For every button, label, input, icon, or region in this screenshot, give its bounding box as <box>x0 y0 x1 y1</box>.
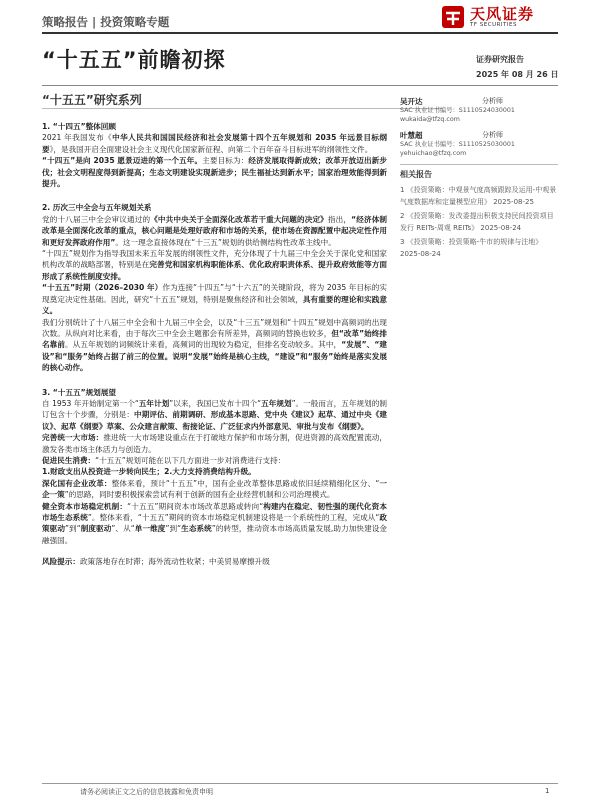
series-divider <box>42 85 558 86</box>
analyst-email[interactable]: wukaida@tfzq.com <box>400 115 460 123</box>
related-report-item[interactable]: 3 《投资策略：投资策略-牛市的规律与注地》 2025-08-24 <box>400 238 543 258</box>
related-report-item[interactable]: 2 《投资策略：发改委提出积极支持民间投资项目发行 REITs-周观 REITs》 2025-08-24 <box>400 212 554 232</box>
analyst-role: 分析师 <box>482 97 503 105</box>
tf-logo-icon <box>440 4 466 30</box>
section-2-paragraph-3: “十五五”时期（2026–2030 年）作为连接“十四五”与“十六五”的关键阶段，将为 2035 年目标的实现奠定决定性基础。因此，研究“十五五”规划，特别是聚焦经济和社会领域，具有重要的理论和实践意义。 <box>42 283 388 316</box>
section-2-paragraph-4: 我们分别统计了十八届三中全会和十九届三中全会，以及“十三五”规划和“十四五”规划中高频词的出现次数。从纵向对比来看，由于每次三中全会主题都会有所差异，高频词的替换也较多，但“改革”始终排名靠前。从五年规划的词频统计来看，高频词的出现较为稳定，但排名变动较多。其中，“发展”、“建设”和“服务”始终占据了前三的位置。说明“发展”始终是核心主线，“建设”和“服务”始终是落实发展的核心动作。 <box>42 317 387 373</box>
related-report-item[interactable]: 1 《投资策略：中观景气度高频跟踪及运用-中观景气度数据库和定量模型应用》 2025-08-25 <box>400 186 557 206</box>
analyst-block-2 <box>400 130 558 158</box>
report-type: 证券研究报告 <box>476 55 524 64</box>
sidebar-divider <box>400 164 558 165</box>
brand-logo <box>440 4 534 30</box>
report-category: 策略报告 | 投资策略专题 <box>42 15 170 29</box>
section-1-heading: 1. “十四五”整体回顾 <box>42 122 116 131</box>
analyst-name: 吴开达 <box>400 97 423 106</box>
report-date: 2025 年 08 月 26 日 <box>476 70 559 79</box>
analyst-email[interactable]: yehuichao@tfzq.com <box>400 149 467 157</box>
section-1-paragraph-1: 2021 年我国发布《中华人民共和国国民经济和社会发展第十四个五年规划和 2035 年远景目标纲要》，是我国开启全面建设社会主义现代化国家新征程、向第二个百年奋斗目标进军的纲领性文件。 <box>42 133 387 154</box>
page-title: “十五五”前瞻初探 <box>42 48 226 72</box>
main-content <box>42 118 387 568</box>
section-3-paragraph-1: 自 1953 年开始制定第一个“五年计划”以来，我国已发布十四个“五年规划”。一般而言，五年规划的制订包含十个步骤，分别是：中期评估、前期调研、形成基本思路、党中央《建议》起草、通过中央《建议》、起草《纲要》草案、公众建言献策、衔接论证、广泛征求内外部意见、审批与发布《纲要》。 <box>42 398 388 431</box>
analyst-role: 分析师 <box>482 131 503 139</box>
series-underline <box>42 108 442 109</box>
section-2-heading: 2. 历次三中全会与五年规划关系 <box>42 203 152 213</box>
logo-text-en: TF SECURITIES <box>470 22 517 28</box>
analyst-name: 叶慧超 <box>400 131 423 140</box>
page-number: 1 <box>545 787 550 795</box>
analyst-block-1 <box>400 96 558 124</box>
risk-warning: 风险提示：政策落地存在时滞；海外流动性收紧；中美贸易摩擦升级 <box>42 557 270 567</box>
section-3-paragraph-2: 完善统一大市场：推进统一大市场建设重点在于打破地方保护和市场分割，促进资源的高效配置流动，激发各类市场主体活力与创造力。 <box>42 433 388 454</box>
section-2-paragraph-2: “十四五”规划作为指导我国未来五年发展的纲领性文件，充分体现了十九届三中全会关于深化党和国家机构改革的战略部署，特别是在完善党和国家机构职能体系、优化政府职责体系、提升政府效能等方面形成了系统性制度安排。 <box>42 249 387 281</box>
analyst-license: SAC 执业证书编号：S1110525030001 <box>400 141 515 148</box>
sidebar <box>400 96 558 262</box>
section-3-paragraph-3: 促进民生消费：“十五五”规划可能在以下几方面进一步对消费进行支持： 1.财政支出从投资进一步转向民生；2.大力支持消费结构升级。 <box>42 455 286 477</box>
related-reports-title: 相关报告 <box>400 170 432 179</box>
section-3-paragraph-5: 健全资本市场稳定机制：“十五五”期间资本市场改革思路或转向“构建内在稳定、韧性强的现代化资本市场生态系统”。整体来看，“十五五”期间的资本市场稳定机制建设将是一个系统性的工程，完成从“政策驱动”到“制度驱动”、从“单一维度”到“生态系统”的转型，推动资本市场高质量发展,助力加快建设金融强国。 <box>42 501 388 545</box>
analyst-license: SAC 执业证书编号：S1110524030001 <box>400 107 515 114</box>
series-title: “十五五”研究系列 <box>42 93 142 107</box>
footer-disclaimer: 请务必阅读正文之后的信息披露和免责申明 <box>80 788 213 796</box>
section-2-paragraph-1: 党的十八届三中全会审议通过的《中共中央关于全面深化改革若干重大问题的决定》指出，“经济体制改革是全面深化改革的重点，核心问题是处理好政府和市场的关系，使市场在资源配置中起决定性作用和更好发挥政府作用”。这一理念直接体现在“十三五”规划的供给侧结构性改革主线中。 <box>42 214 388 247</box>
header-divider <box>42 32 558 34</box>
section-3-paragraph-4: 深化国有企业改革：整体来看，预计“十五五”中，国有企业改革整体思路或依旧延续精细化区分、“一企一策”的思路，同时要积极探索尝试有利于创新的国有企业经营机制和公司治理模式。 <box>42 478 388 500</box>
section-1-paragraph-2: “十四五”是向 2035 愿景迈进的第一个五年。主要目标为：经济发展取得新成效；改革开放迈出新步伐；社会文明程度得到新提高；生态文明建设实现新进步；民生福祉达到新水平；国家治理效能得到新提升。 <box>42 156 388 189</box>
footer-divider <box>42 783 558 784</box>
logo-text-cn: 天风证券 <box>470 5 535 23</box>
section-3-heading: 3. “十五五”规划展望 <box>42 387 116 397</box>
